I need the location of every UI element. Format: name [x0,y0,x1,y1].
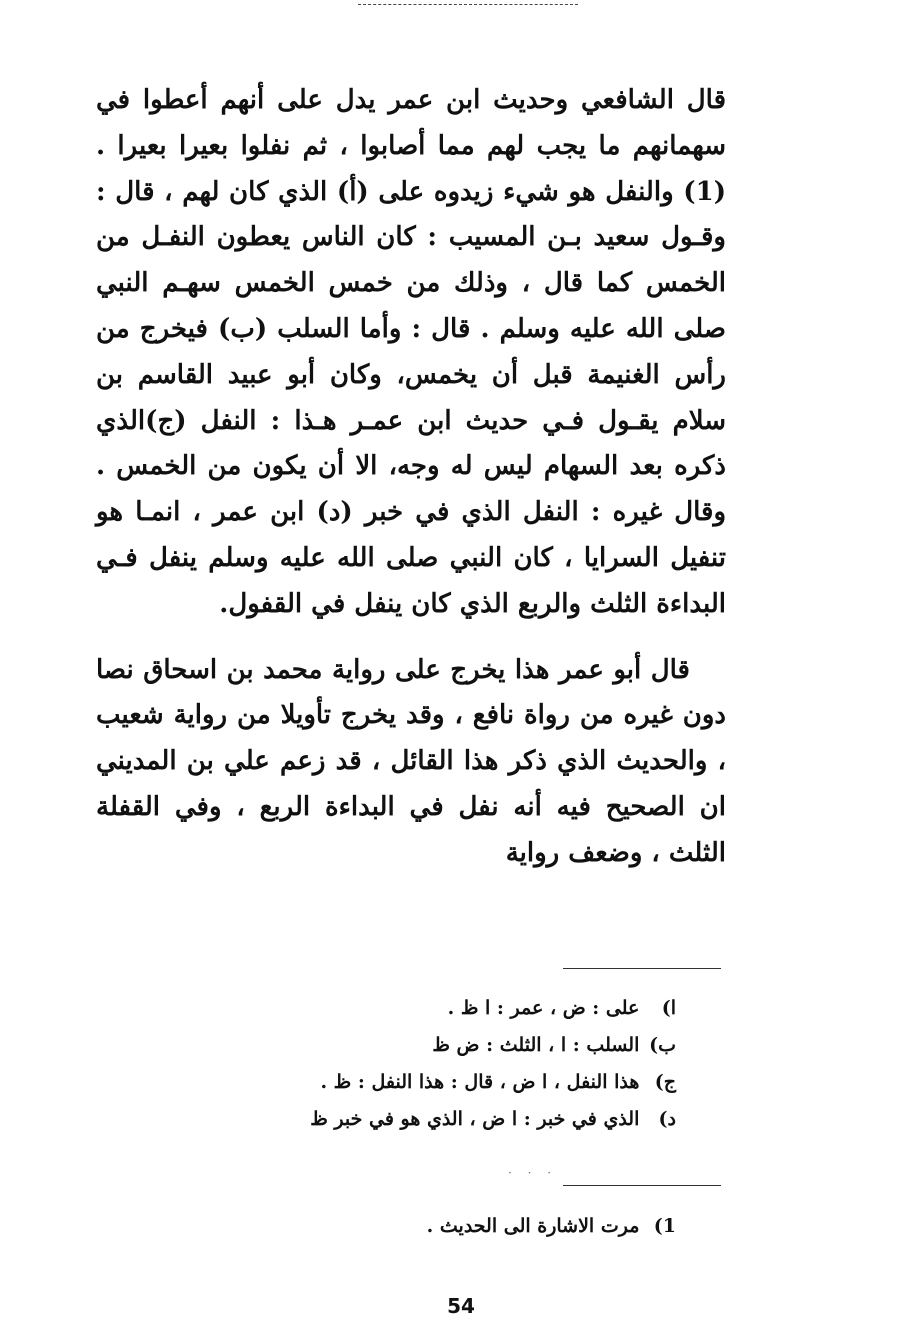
footnote-text: هذا النفل ، ا ض ، قال : هذا النفل : ظ . [320,1071,640,1093]
body-text [96,78,726,877]
page-number: 54 [447,1294,475,1318]
header-rule [358,4,578,5]
footnote-item [427,1208,676,1245]
paragraph: قال أبو عمر هذا يخرج على رواية محمد بن اسحاق نصا دون غيره من رواة نافع ، وقد يخرج تأويلا من رواية شعيب ، والحديث الذي ذكر هذا القائل ، قد زعم علي بن المديني ان الصحيح فيه أنه نفل في البداءة الربع ، وفي القفلة الثلث ، وضعف رواية [96,654,726,868]
footnote-text: مرت الاشارة الى الحديث . [426,1215,640,1237]
variant-footnotes [310,990,676,1138]
footnote-separator [563,968,721,969]
print-speckle: · · · [508,1166,558,1180]
footnote-item [310,1101,676,1138]
footnote-marker: ا) [661,997,676,1019]
footnote-item [310,990,676,1027]
footnote-marker: د) [658,1108,676,1130]
footnote-item [310,1064,676,1101]
footnote-marker: ج) [654,1071,676,1093]
footnote-text: الذي في خبر : ا ض ، الذي هو في خبر ظ [310,1108,640,1130]
footnote-marker: 1) [653,1215,676,1237]
footnote-item [310,1027,676,1064]
footnote-text: السلب : ا ، الثلث : ض ظ [432,1034,640,1056]
footnote-marker: ب) [649,1034,676,1056]
footnote-text: على : ض ، عمر : ا ظ . [447,997,640,1019]
paragraph: قال الشافعي وحديث ابن عمر يدل على أنهم أعطوا في سهمانهم ما يجب لهم مما أصابوا ، ثم نفلوا بعيرا بعيرا . (1) والنفل هو شيء زيدوه على (أ) الذي كان لهم ، قال : وقـول سعيد بـن المسيب : كان الناس يعطون النفـل من الخمس كما قال ، وذلك من خمس الخمس سهـم النبي صلى الله عليه وسلم . قال : وأما السلب (ب) فيخرج من رأس الغنيمة قبل أن يخمس، وكان أبو عبيد القاسم بن سلام يقـول فـي حديث ابن عمـر هـذا : النفل (ج)الذي ذكره بعد السهام ليس له وجه، الا أن يكون من الخمس . وقال غيره : النفل الذي في خبر (د) ابن عمر ، انمـا هو تنفيل السرايا ، كان النبي صلى الله عليه وسلم ينفل فـي البداءة الثلث والربع الذي كان ينفل في القفول. [96,85,726,619]
numbered-footnotes [427,1208,676,1245]
footnote-separator [563,1185,721,1186]
